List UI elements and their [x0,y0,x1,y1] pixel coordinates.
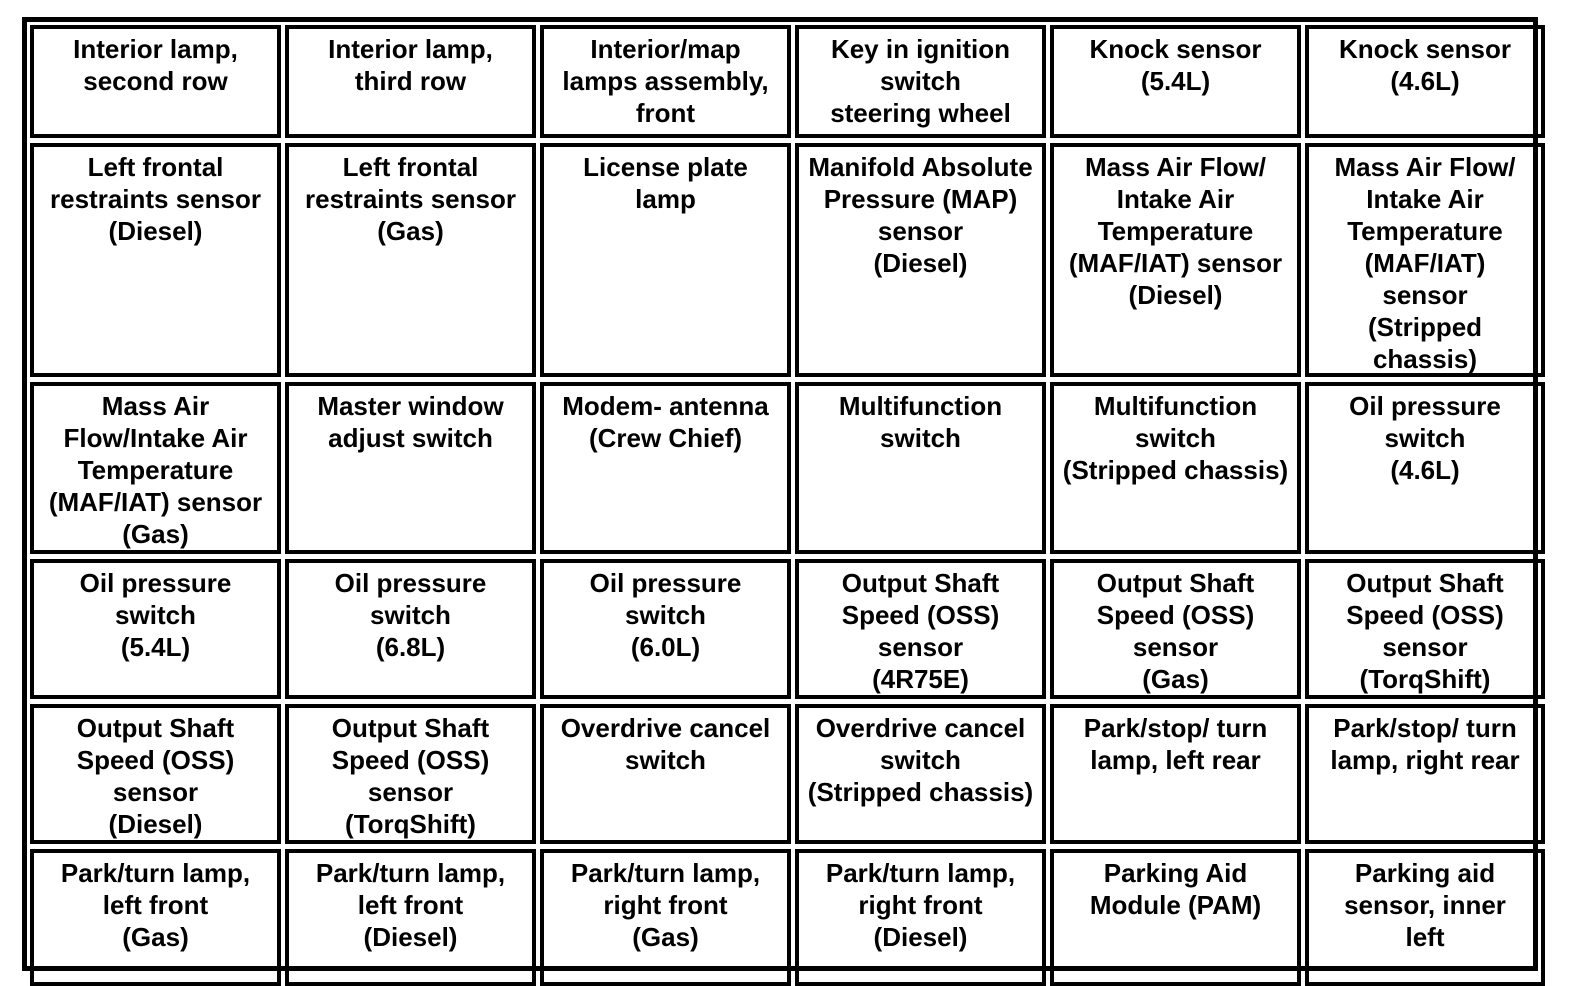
table-cell: Knock sensor (4.6L) [1305,25,1545,138]
table-cell: Output Shaft Speed (OSS) sensor (Gas) [1050,559,1301,699]
table-cell: Modem- antenna (Crew Chief) [540,382,791,554]
table-cell: Oil pressure switch (5.4L) [30,559,281,699]
table-cell: Park/turn lamp, left front (Gas) [30,849,281,986]
table-cell: Overdrive cancel switch (Stripped chassis) [795,704,1046,844]
table-cell: Output Shaft Speed (OSS) sensor (4R75E) [795,559,1046,699]
table-cell: Overdrive cancel switch [540,704,791,844]
component-table [22,17,1538,971]
table-cell: Park/turn lamp, right front (Diesel) [795,849,1046,986]
table-cell: Output Shaft Speed (OSS) sensor (TorqShift) [1305,559,1545,699]
table-cell: Multifunction switch [795,382,1046,554]
table-cell: Interior lamp, second row [30,25,281,138]
table-cell: Oil pressure switch (4.6L) [1305,382,1545,554]
table-cell: Park/stop/ turn lamp, right rear [1305,704,1545,844]
table-cell: Master window adjust switch [285,382,536,554]
table-cell: Manifold Absolute Pressure (MAP) sensor (Diesel) [795,143,1046,377]
table-cell: Oil pressure switch (6.0L) [540,559,791,699]
table-cell: Output Shaft Speed (OSS) sensor (TorqShift) [285,704,536,844]
table-cell: Park/turn lamp, left front (Diesel) [285,849,536,986]
table-cell: Mass Air Flow/Intake Air Temperature (MAF/IAT) sensor (Gas) [30,382,281,554]
table-cell: Output Shaft Speed (OSS) sensor (Diesel) [30,704,281,844]
table-cell: Parking aid sensor, inner left [1305,849,1545,986]
table-cell: Left frontal restraints sensor (Gas) [285,143,536,377]
table-cell: Oil pressure switch (6.8L) [285,559,536,699]
table-cell: Mass Air Flow/ Intake Air Temperature (MAF/IAT) sensor (Stripped chassis) [1305,143,1545,377]
table-cell: Knock sensor (5.4L) [1050,25,1301,138]
table-cell: Parking Aid Module (PAM) [1050,849,1301,986]
table-cell: Mass Air Flow/ Intake Air Temperature (MAF/IAT) sensor (Diesel) [1050,143,1301,377]
table-cell: Key in ignition switch steering wheel [795,25,1046,138]
table-cell: Interior/map lamps assembly, front [540,25,791,138]
table-cell: Left frontal restraints sensor (Diesel) [30,143,281,377]
table-cell: Park/turn lamp, right front (Gas) [540,849,791,986]
table-cell: Multifunction switch (Stripped chassis) [1050,382,1301,554]
component-grid [30,25,1530,963]
table-cell: Park/stop/ turn lamp, left rear [1050,704,1301,844]
table-cell: Interior lamp, third row [285,25,536,138]
table-cell: License plate lamp [540,143,791,377]
